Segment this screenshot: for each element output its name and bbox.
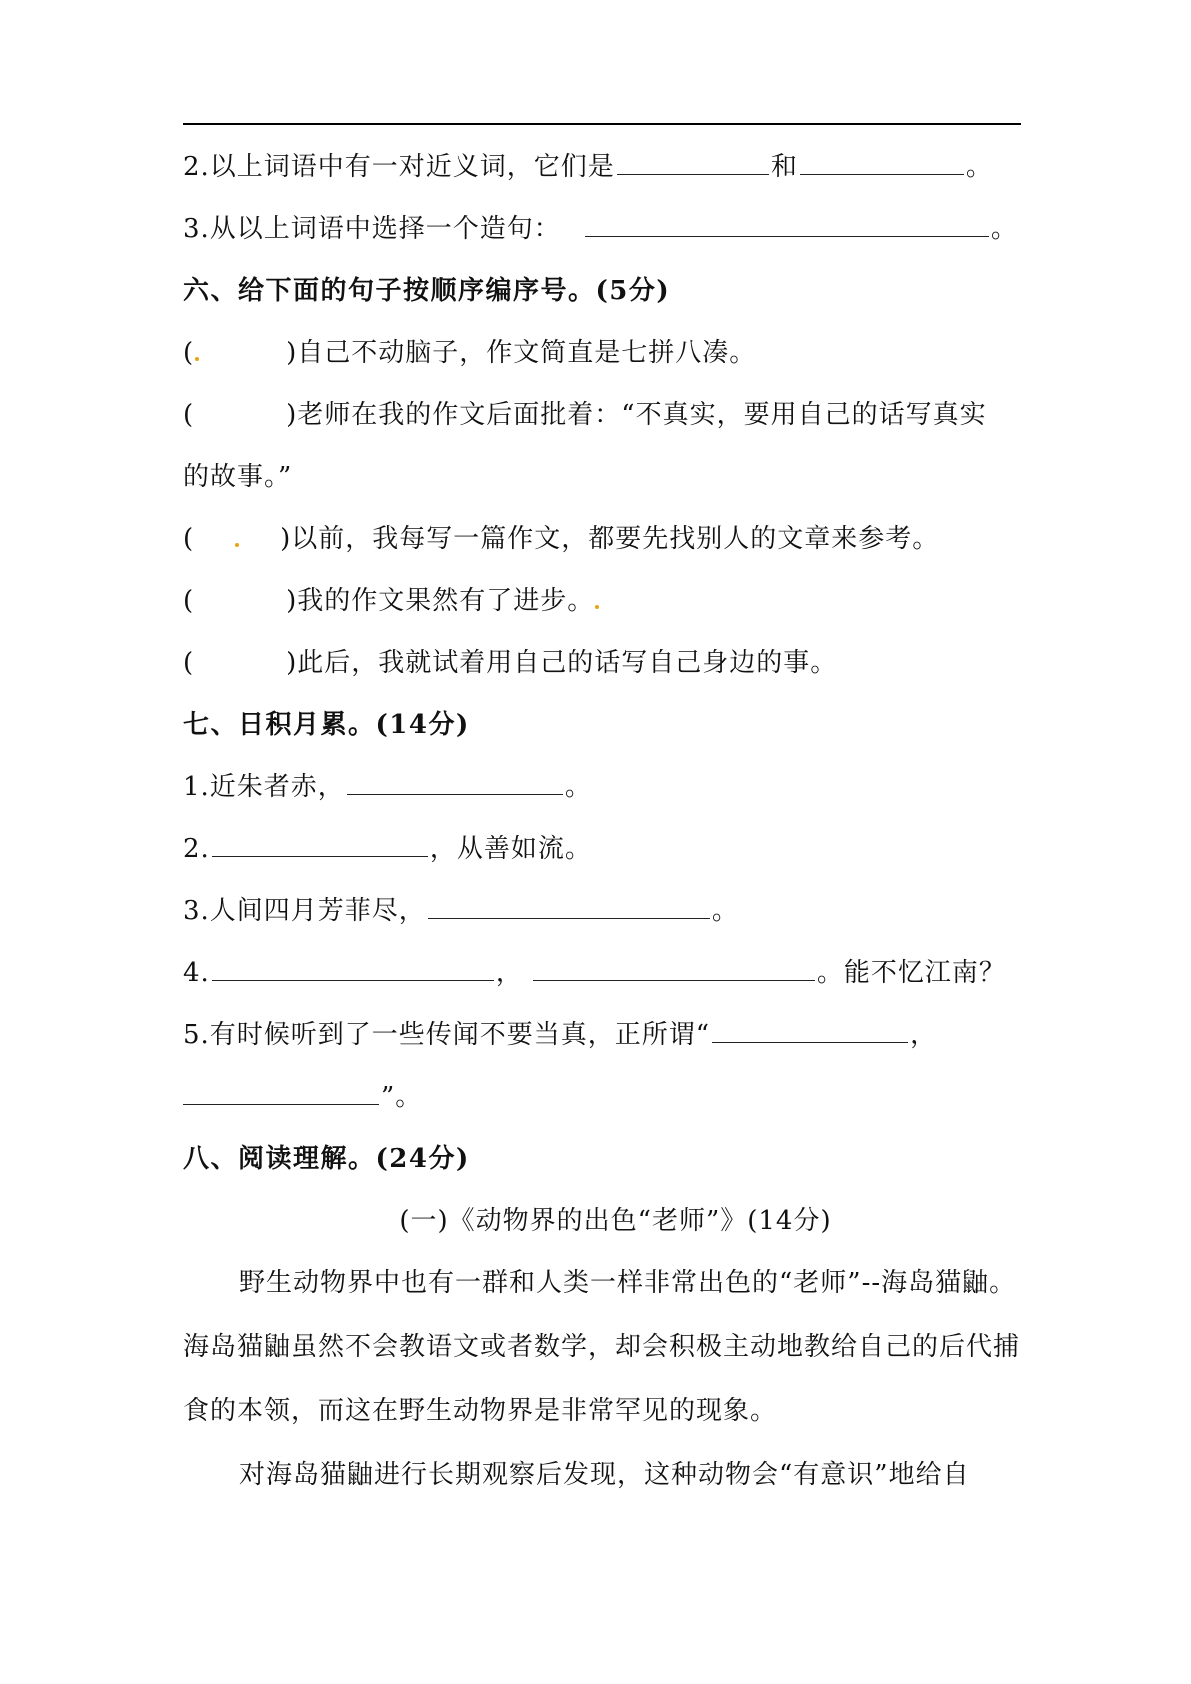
order-item: ( )自己不动脑子，作文简直是七拼八凑。 xyxy=(183,338,757,368)
recite-item-4: 4. ， 。能不忆江南？ xyxy=(183,953,1006,993)
section-6-heading: 六、给下面的句子按顺序编序号。(5分) xyxy=(183,276,671,306)
answer-blank[interactable] xyxy=(800,148,964,175)
answer-blank[interactable] xyxy=(212,954,494,981)
answer-blank[interactable] xyxy=(533,954,815,981)
answer-blank[interactable] xyxy=(212,830,428,857)
answer-blank[interactable] xyxy=(347,768,563,795)
section-7-heading: 七、日积月累。(14分) xyxy=(183,710,470,740)
recite-item-1: 1.近朱者赤， 。 xyxy=(183,767,592,807)
order-item: ( )老师在我的作文后面批着：“不真实，要用自己的话写真实 xyxy=(183,400,987,430)
recite-item-3: 3.人间四月芳菲尽， 。 xyxy=(183,891,739,931)
answer-blank[interactable] xyxy=(712,1016,908,1043)
recite-item-5-continuation: ”。 xyxy=(183,1077,422,1117)
q5-item-2: 2.以上词语中有一对近义词，它们是 和 。 xyxy=(183,147,993,187)
recite-item-2: 2. ，从善如流。 xyxy=(183,829,592,869)
q5-item-3: 3.从以上词语中选择一个造句： 。 xyxy=(183,209,1018,249)
section-8-heading: 八、阅读理解。(24分) xyxy=(183,1144,470,1174)
answer-blank[interactable] xyxy=(585,210,989,237)
highlight-dot xyxy=(195,357,199,361)
order-item: ( )我的作文果然有了进步。 xyxy=(183,581,600,621)
order-item: ( )此后，我就试着用自己的话写自己身边的事。 xyxy=(183,648,838,678)
reading-paragraph-2: 对海岛猫鼬进行长期观察后发现，这种动物会“有意识”地给自 xyxy=(239,1460,970,1490)
highlight-dot xyxy=(235,543,239,547)
highlight-dot xyxy=(595,605,599,609)
answer-blank[interactable] xyxy=(617,148,769,175)
reading-paragraph-1: 野生动物界中也有一群和人类一样非常出色的“老师”--海岛猫鼬。海岛猫鼬虽然不会教语文或者数学，却会积极主动地教给自己的后代捕食的本领，而这在野生动物界是非常罕见的现象。 xyxy=(183,1268,1021,1426)
order-item: ( )以前，我每写一篇作文，都要先找别人的文章来参考。 xyxy=(183,524,940,554)
answer-blank[interactable] xyxy=(428,892,710,919)
order-item-continuation: 的故事。” xyxy=(183,462,293,492)
recite-item-5: 5.有时候听到了一些传闻不要当真，正所谓“ ， xyxy=(183,1015,937,1055)
header-rule xyxy=(183,123,1021,125)
answer-blank[interactable] xyxy=(183,1078,379,1105)
reading-subtitle: (一)《动物界的出色“老师”》(14分) xyxy=(399,1206,832,1236)
